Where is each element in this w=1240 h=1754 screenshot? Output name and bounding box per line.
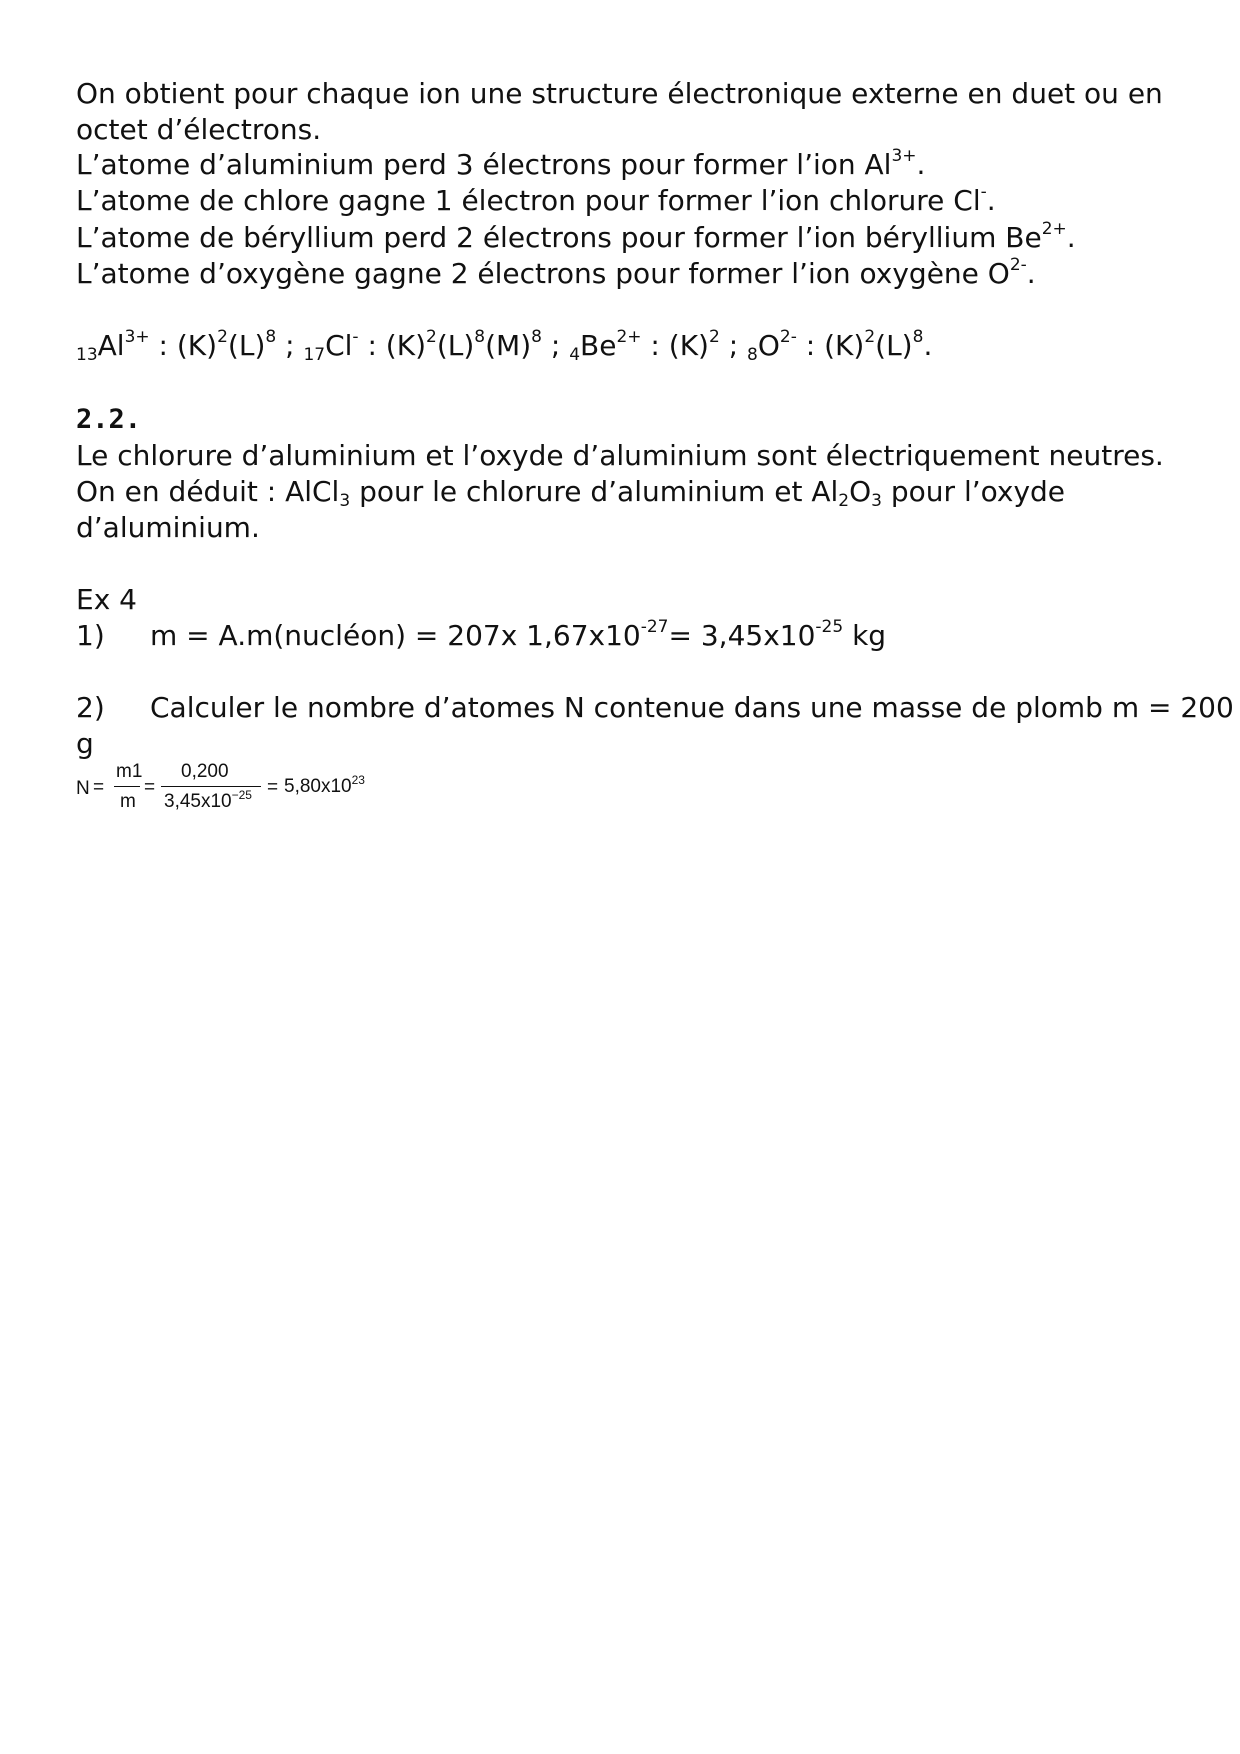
formula-equals-1: = <box>93 777 105 798</box>
intro-line-2: octet d’électrons. <box>76 113 322 146</box>
fraction-2-denominator: $3,45x10^{-25}$ <box>164 788 252 812</box>
formula-equals-3: = <box>267 777 279 798</box>
fraction-1-bar <box>114 786 140 787</box>
section-heading-2-2: 2.2. <box>76 404 142 435</box>
intro-line-1: On obtient pour chaque ion une structure électronique externe en duet ou en <box>76 77 1163 110</box>
fraction-2-numerator: 0,200 <box>181 761 229 782</box>
aluminium-ion-line: L’atome d’aluminium perd 3 électrons pour former l’ion $Al^{3+}$. <box>76 146 926 181</box>
electron-configurations: $_{13}Al^{3+}$ : $(K)^2(L)^8$ ; $_{17}$Cl- : $(K)^2(L)^8(M)^8$ ; $_4Be^{2+}$ : $(K)^2$ ; $_8O^{2-}$ : $(K)^2(L)^8$. <box>76 327 933 365</box>
fraction-1-denominator: m <box>120 791 136 812</box>
formula-equals-2: = <box>144 777 156 798</box>
fraction-1-numerator: m1 <box>116 761 143 782</box>
exercise-4-title: Ex 4 <box>76 583 137 616</box>
beryllium-ion-line: L’atome de béryllium perd 2 électrons pour former l’ion béryllium $Be^{2+}$. <box>76 219 1076 254</box>
oxygen-ion-line: L’atome d’oxygène gagne 2 électrons pour former l’ion oxygène $O^{2-}$. <box>76 255 1036 290</box>
question-2-line-end: g <box>76 727 94 760</box>
formula-deduction-line-end: d’aluminium. <box>76 511 260 544</box>
formula-lhs: N <box>76 778 90 799</box>
question-2-line: 2) Calculer le nombre d’atomes N contenue dans une masse de plomb m = 200 <box>76 691 1234 724</box>
chlorine-ion-line: L’atome de chlore gagne 1 électron pour former l’ion chlorure Cl-. <box>76 182 996 217</box>
question-1-line: 1) m = A.m(nucléon) = 207x $1,67x10^{-27}= 3,45x10^{-25}$ kg <box>76 617 887 652</box>
neutrality-line: Le chlorure d’aluminium et l’oxyde d’aluminium sont électriquement neutres. <box>76 439 1164 472</box>
formula-result: $5,80x10^{23}$ <box>284 773 365 797</box>
fraction-2-bar <box>161 786 261 787</box>
formula-deduction-line: On en déduit : AlCl$_3$ pour le chlorure d’aluminium et $Al_2O_3$ pour l’oxyde <box>76 475 1066 511</box>
